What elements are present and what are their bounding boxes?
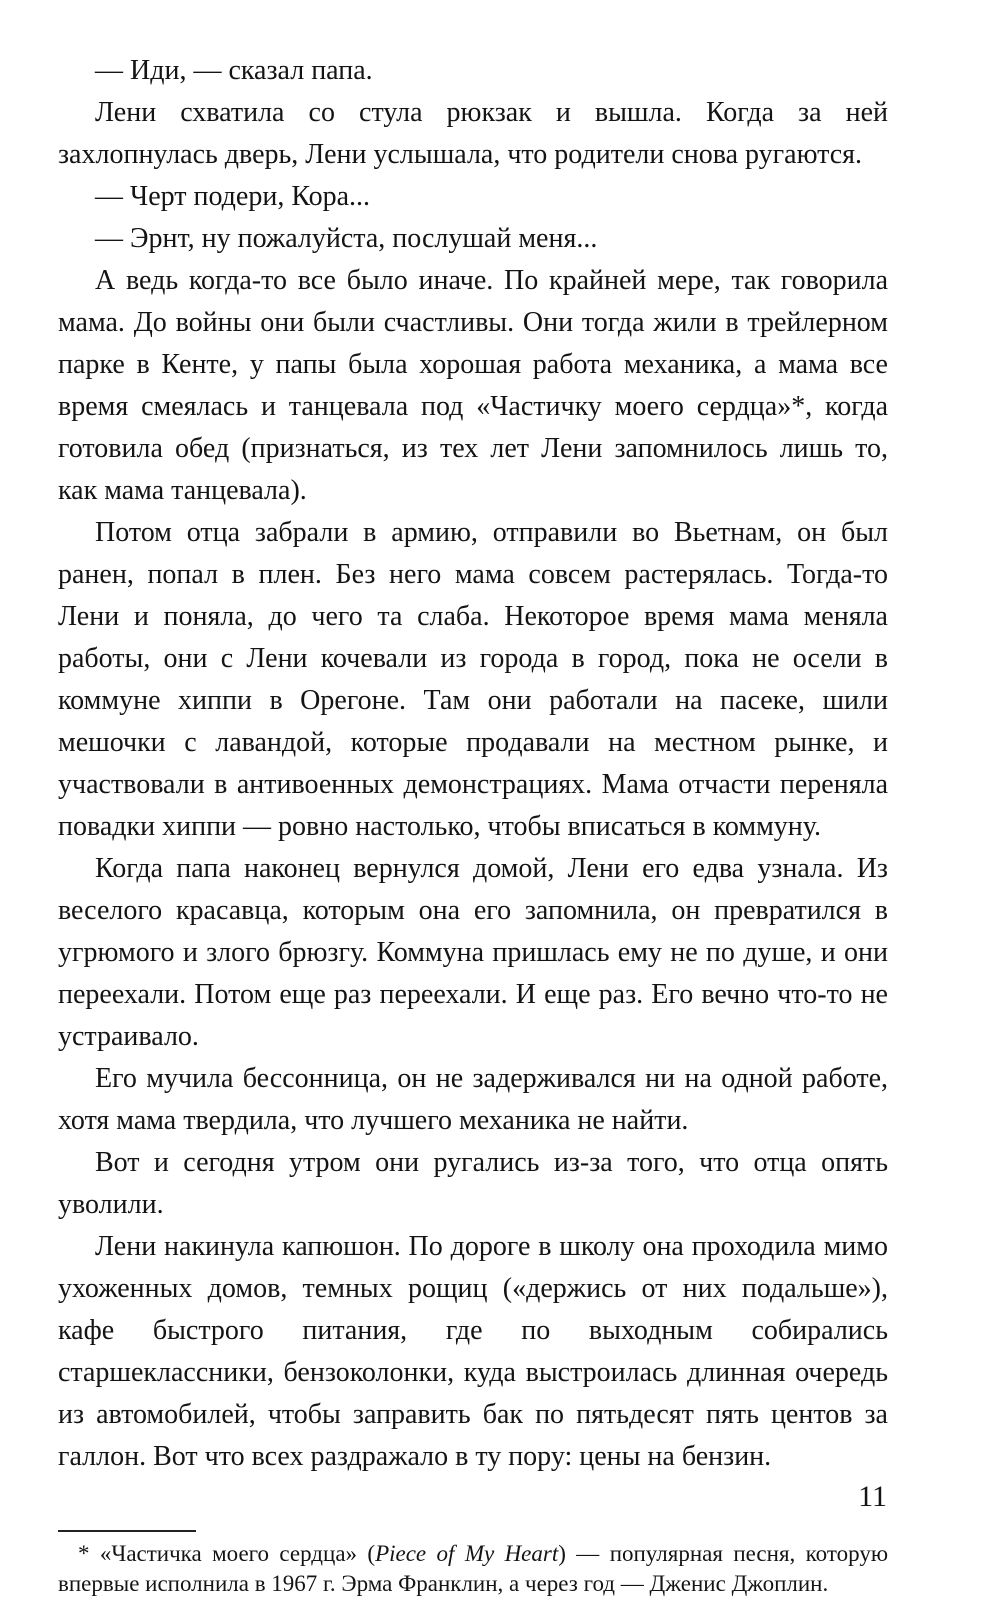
paragraph: — Эрнт, ну пожалуйста, послушай меня... <box>95 223 598 254</box>
paragraph: Когда папа наконец вернулся домой, Лени его едва узнала. Из веселого красавца, которым она его запомнила, он превратился в угрюмого и злого брюзгу. Коммуна пришлась ему не по душе, и они переехали. Потом еще раз переехали. И еще раз. Его вечно что-то не устраивало. <box>58 853 888 1052</box>
footnote-text-end: ) — популярная песня, которую впервые исполнила в 1967 г. Эрма Франклин, а через год — Дженис Джоплин. <box>58 1541 889 1596</box>
body-text <box>58 50 888 1478</box>
paragraph: Лени накинула капюшон. По дороге в школу она проходила мимо ухоженных домов, темных рощиц («держись от них подальше»), кафе быстрого питания, где по выходным собирались старшеклассники, бензоколонки, куда выстроилась длинная очередь из автомобилей, чтобы заправить бак по пятьдесят пять центов за галлон. Вот что всех раздражало в ту пору: цены на бензин. <box>58 1231 888 1472</box>
page-number: 11 <box>858 1480 887 1513</box>
paragraph: А ведь когда-то все было иначе. По крайней мере, так говорила мама. До войны они были счастливы. Они тогда жили в трейлерном парке в Кенте, у папы была хорошая работа механика, а мама все время смеялась и танцевала под «Частичку моего сердца»*, когда готовила обед (признаться, из тех лет Лени запомнилось лишь то, как мама танцевала). <box>58 265 888 506</box>
paragraph: Потом отца забрали в армию, отправили во Вьетнам, он был ранен, попал в плен. Без него мама совсем растерялась. Тогда-то Лени и поняла, до чего та слаба. Некоторое время мама меняла работы, они с Лени кочевали из города в город, пока не осели в коммуне хиппи в Орегоне. Там они работали на пасеке, шили мешочки с лавандой, которые продавали на местном рынке, и участвовали в антивоенных демонстрациях. Мама отчасти переняла повадки хиппи — ровно настолько, чтобы вписаться в коммуну. <box>58 517 888 842</box>
paragraph: Лени схватила со стула рюкзак и вышла. Когда за ней захлопнулась дверь, Лени услышала, что родители снова ругаются. <box>58 97 888 170</box>
paragraph: — Черт подери, Кора... <box>95 181 371 212</box>
paragraph: Вот и сегодня утром они ругались из-за того, что отца опять уволили. <box>58 1147 888 1220</box>
paragraph: Его мучила бессонница, он не задерживался ни на одной работе, хотя мама твердила, что лучшего механика не найти. <box>58 1063 888 1136</box>
footnote-divider <box>58 1530 196 1532</box>
footnote-text-start: * «Частичка моего сердца» ( <box>78 1541 376 1566</box>
book-page <box>58 50 888 1599</box>
paragraph: — Иди, — сказал папа. <box>95 55 373 86</box>
footnote <box>58 1539 888 1599</box>
footnote-song-title: Piece of My Heart <box>375 1541 559 1566</box>
